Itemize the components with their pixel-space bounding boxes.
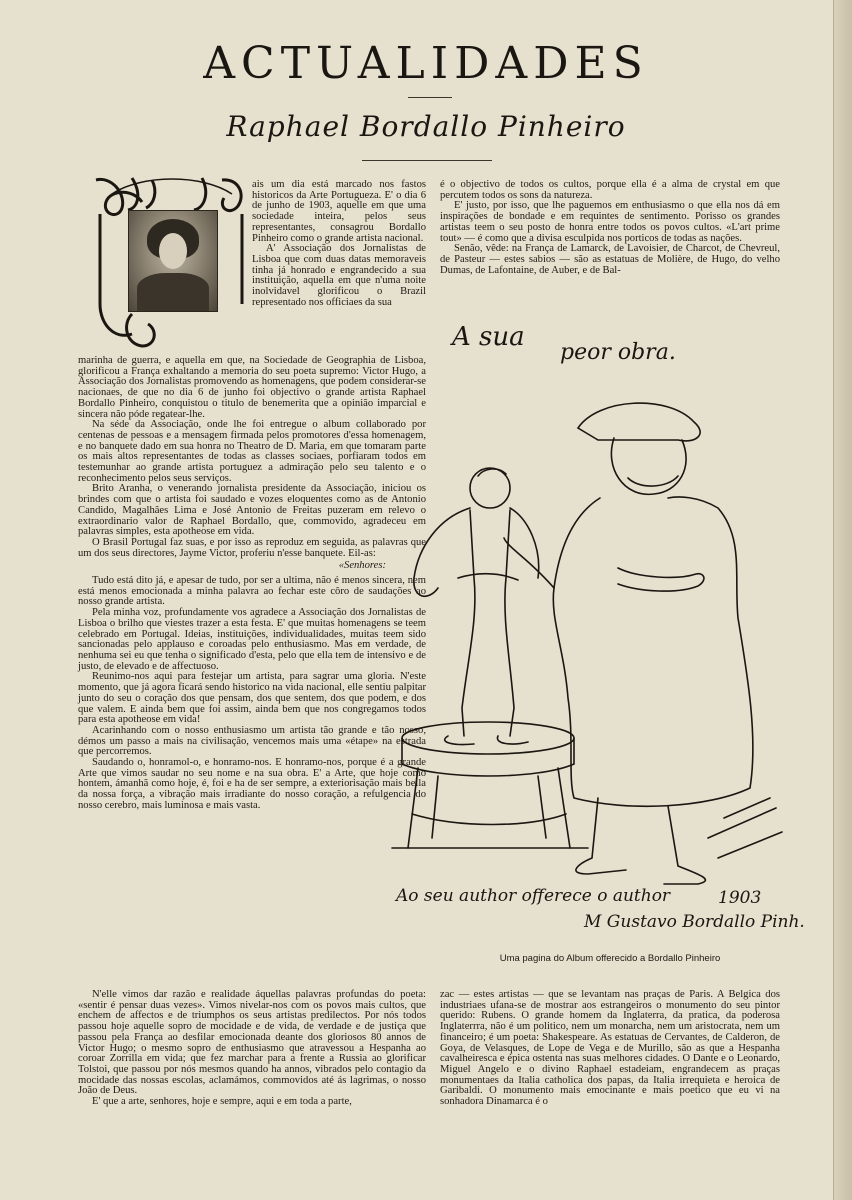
paragraph: Na séde da Associação, onde lhe foi entregue o album collaborado por centenas de pessoas e a mensagem firmada pelos promotores d'essa homenagem, e no banquete dado em sua honra no Theatro de D. Maria, em que tomaram parte os mais altos representantes de todas as classes sociaes, porfiaram todos em testemunhar ao grande artista portuguez a admiração pelo seu talento e o reconhecimento pelos seus serviços. xyxy=(78,419,426,484)
article-column-1-intro xyxy=(252,180,426,308)
illustration-caption: Uma pagina do Album offerecido a Bordallo Pinheiro xyxy=(499,953,721,964)
paragraph: é o objectivo de todos os cultos, porque ella é a alma de crystal em que percutem todos os sons da natureza. xyxy=(440,179,780,201)
handwritten-dedication-top: peor obra. xyxy=(560,340,676,365)
paragraph: E' justo, por isso, que lhe paguemos em enthusiasmo o que ella nos dá em inspirações de bondade e em requintes de sentimento. Porisso os grandes artistas teem o seu posto de honra entre todos os povos cultos. «L'art prime tout» — é como que a divisa esculpida nos porticos de todas as nações. xyxy=(440,200,780,244)
handwritten-dedication-bottom: Ao seu author offerece o author xyxy=(396,886,671,906)
paragraph: Saudando o, honramol-o, e honramo-nos. E honramo-nos, porque é a grande Arte que vimos saudar no seu nome e na sua obra. E' a Arte, que hoje como hontem, ámanhã como hoje, é, foi e ha de ser sempre, a exteriorisação mais bella da nossa força, a vibração mais irradiante do nosso coração, a refulgencia do nosso cerebro, mais luminosa e mais vasta. xyxy=(78,757,426,811)
article-column-1-continued xyxy=(78,990,426,1108)
divider xyxy=(408,97,452,98)
paragraph: Acarinhando com o nosso enthusiasmo um artista tão grande e tão nosso, démos um passo a mais na civilisação, vencemos mais uma «étape» na estrada que percorremos. xyxy=(78,724,426,758)
speech-salutation: «Senhores: xyxy=(338,560,386,572)
article-subtitle: Raphael Bordallo Pinheiro xyxy=(226,110,626,143)
article-column-2 xyxy=(440,180,780,276)
handwritten-year: 1903 xyxy=(718,888,762,908)
paragraph: N'elle vimos dar razão e realidade áquellas palavras profundas do poeta: «sentir é pensar duas vezes». Vimos nivelar-nos com os povos mais cultos, que enchem de affectos e de triumphos os seus artistas predilectos. Por nós todos passou hoje aquelle sopro de mocidade e de vida, de verdade e de justiça que passou pela França ao desfilar emocionada deante dos gloriosos 80 annos de Victor Hugo; o mesmo sopro de enthusiasmo que atravessou a Hespanha ao coroar Zorrilla em vida; que fez marchar para a frente a Russia ao glorificar Tolstoi, que passou por nós mesmos quando ha annos, vibrados pelo contagio da mocidade das nossas escolas, aclamámos, commovidos até ás lagrimas, o nosso João de Deus. xyxy=(78,989,426,1097)
paragraph: O Brasil Portugal faz suas, e por isso as reproduz em seguida, as palavras que um dos seus directores, Jayme Victor, proferiu n'esse banquete. Eil-as: xyxy=(78,536,426,559)
paragraph: zac — estes artistas — que se levantam nas praças de Paris. A Belgica dos industriaes ufana-se de mostrar aos estrangeiros o monumento do seu pintor querido: Rubens. O grande homem da Inglaterra, da pratica, da poderosa Inglaterrra, não é um politico, nem um monarcha, nem um aristocrata, nem um financeiro; é um poeta: Shakespeare. As estatuas de Cervantes, de Calderon, de Goya, de Velasques, de Lope de Vega e de Murillo, são as que a Hespanha cavalheiresca e épica ostenta nas suas melhores cidades. O Dante e o Leonardo, Miguel Angelo e o divino Raphael estadeiam, engrandecem as praças monumentaes da Italia catholica dos papas, da Italia irrequieta e heroica de Garibaldi. O monumento mais emocinante e mais poetico que eu vi na sonhadora Dinamarca é o xyxy=(440,989,780,1108)
paragraph: marinha de guerra, e aquella em que, na Sociedade de Geographia de Lisboa, glorificou a França exhaltando a memoria do seu poeta supremo: Victor Hugo, a Associação dos Jornalistas promovendo as homenagens, que podem considerar-se nacionaes, de que no dia 6 de junho foi objectivo o grande artista Raphael Bordallo Pinheiro, conquistou o titulo de benemerita que a opinião imparcial e sincera não póde regatear-lhe. xyxy=(78,355,426,420)
article-column-1 xyxy=(78,356,426,812)
handwritten-dedication-top: A sua xyxy=(452,322,525,352)
paragraph: Pela minha voz, profundamente vos agradece a Associação dos Jornalistas de Lisboa o brilho que viestes trazer a esta festa. E' que muitas homenagens se teem celebrado em Portugal. Ideias, instituições, individualidades, muitas teem sido sancionadas pelo applauso e coroadas pelo enthusiasmo. Mas em verdade, de nenhuma sei eu que tenha o significado d'esta, pelo que ella tem de intensivo e de justo, de elevado e de affectuoso. xyxy=(78,607,426,672)
handwritten-signature: M Gustavo Bordallo Pinh. xyxy=(584,912,805,932)
paragraph: A' Associação dos Jornalistas de Lisboa que com duas datas memoraveis tinha já honrado e engrandecido a sua instituição, aquella em que n'uma noite inolvidavel glorificou o Brazil representado nos officiaes da sua xyxy=(252,243,426,308)
paragraph: ais um dia está marcado nos fastos historicos da Arte Portugueza. E' o dia 6 de junho de 1903, aquelle em que uma sociedade inteira, pelos seus representantes, consagrou Bordallo Pinheiro como o grande artista nacional. xyxy=(252,179,426,244)
paragraph: E' que a arte, senhores, hoje e sempre, aqui e em toda a parte, xyxy=(92,1096,352,1108)
paragraph: Reunimo-nos aqui para festejar um artista, para sagrar uma gloria. N'este momento, que já agora ficará sendo historico na vida nacional, elle sentiu palpitar junto do seu o coração dos que pensam, dos que sentem, dos que podem, e dos que valem. E ainda bem que foi assim, ainda bem que nos congregamos todos para esta apotheose em vida! xyxy=(78,671,426,726)
paragraph: Tudo está dito já, e apesar de tudo, por ser a ultima, não é menos sincera, nem está menos emocionada a minha palavra ao fechar este côro de saudações ao nosso grande artista. xyxy=(78,575,426,608)
portrait-photo-icon xyxy=(128,210,218,312)
caricature-sketch-icon xyxy=(378,318,798,948)
paragraph: Brito Aranha, o venerando jornalista presidente da Associação, iniciou os brindes com que o artista foi saudado e vozes eloquentes como as de Antonio Candido, Magalhães Lima e José Antonio de Freitas puzeram em relevo o extraordinario valor de Raphael Bordallo, que, commovido, agradeceu em palavras simples, esta apotheose em vida. xyxy=(78,483,426,538)
paragraph: Senão, vêde: na França de Lamarck, de Lavoisier, de Charcot, de Chevreul, de Pasteur — estes sabios — são as estatuas de Molière, de Hugo, do velho Dumas, de Lafontaine, de Auber, e de Bal- xyxy=(440,243,780,276)
page-title: ACTUALIDADES xyxy=(203,38,649,89)
page-edge xyxy=(833,0,852,1200)
article-column-2-continued xyxy=(440,990,780,1108)
divider xyxy=(362,160,492,161)
